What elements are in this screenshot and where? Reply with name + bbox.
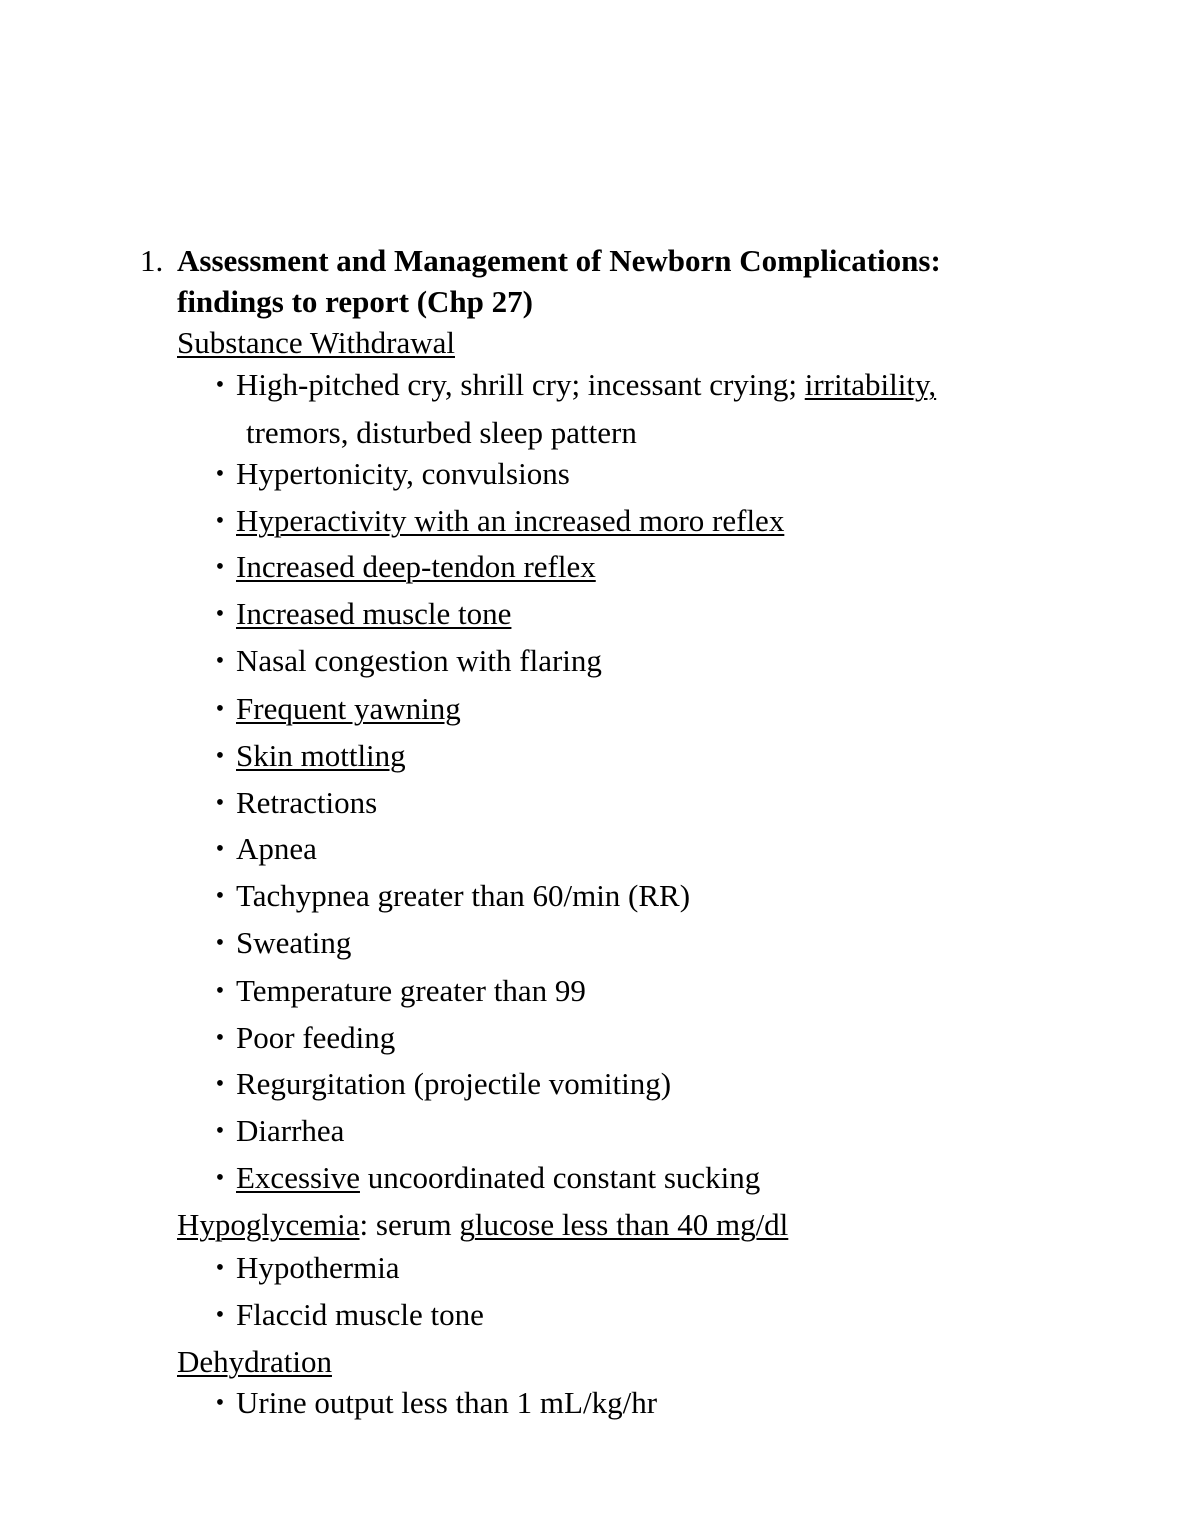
section-title-hypoglycemia xyxy=(177,1205,788,1245)
item-text: High-pitched cry, shrill cry; incessant crying; xyxy=(236,367,805,402)
bullet-icon: • xyxy=(215,1025,225,1051)
item-text: Urine output less than 1 mL/kg/hr xyxy=(236,1385,658,1420)
item-text: uncoordinated constant sucking xyxy=(359,1160,761,1195)
item-text: Temperature greater than 99 xyxy=(236,973,586,1008)
bullet-icon: • xyxy=(215,836,225,862)
hypoglycemia-separator: : serum g xyxy=(359,1207,475,1242)
item-text: Skin mottling xyxy=(236,738,406,773)
item-text: Nasal congestion with flaring xyxy=(236,643,602,678)
heading-line-1: Assessment and Management of Newborn Complications: xyxy=(177,243,941,278)
item-text: Flaccid muscle tone xyxy=(236,1297,484,1332)
bullet-icon: • xyxy=(215,1071,225,1097)
bullet-icon: • xyxy=(215,461,225,487)
item-text: Retractions xyxy=(236,785,378,820)
bullet-icon: • xyxy=(215,372,225,398)
item-text: Diarrhea xyxy=(236,1113,345,1148)
bullet-icon: • xyxy=(215,1302,225,1328)
item-text: Hypertonicity, convulsions xyxy=(236,456,570,491)
bullet-icon: • xyxy=(215,743,225,769)
bullet-icon: • xyxy=(215,930,225,956)
item-text: Regurgitation (projectile vomiting) xyxy=(236,1066,672,1101)
bullet-icon: • xyxy=(215,554,225,580)
hypoglycemia-criterion: lucose less than 40 mg/dl xyxy=(474,1207,789,1242)
item-text: Increased muscle tone xyxy=(236,596,512,631)
bullet-icon: • xyxy=(215,790,225,816)
list-item-continuation: tremors, disturbed sleep pattern xyxy=(246,415,637,450)
bullet-icon: • xyxy=(215,978,225,1004)
item-text: Poor feeding xyxy=(236,1020,396,1055)
bullet-icon: • xyxy=(215,1390,225,1416)
list-number: 1. xyxy=(140,243,164,278)
bullet-icon: • xyxy=(215,1255,225,1281)
bullet-icon: • xyxy=(215,508,225,534)
bullet-icon: • xyxy=(215,696,225,722)
item-text: Hypothermia xyxy=(236,1250,400,1285)
item-text: Apnea xyxy=(236,831,317,866)
bullet-icon: • xyxy=(215,648,225,674)
item-text: Hyperactivity with an increased moro reflex xyxy=(236,503,785,538)
item-text-underlined: irritability, xyxy=(804,367,937,402)
item-text-underlined: Excessive xyxy=(236,1160,360,1195)
bullet-icon: • xyxy=(215,601,225,627)
section-title-substance-withdrawal: Substance Withdrawal xyxy=(177,325,455,360)
bullet-icon: • xyxy=(215,1165,225,1191)
item-text: Frequent yawning xyxy=(236,691,461,726)
heading-text xyxy=(177,240,1077,322)
bullet-icon: • xyxy=(215,1118,225,1144)
item-text: Sweating xyxy=(236,925,352,960)
heading-line-2: findings to report (Chp 27) xyxy=(177,284,533,319)
section-title-dehydration: Dehydration xyxy=(177,1344,332,1379)
item-text: Increased deep-tendon reflex xyxy=(236,549,596,584)
bullet-icon: • xyxy=(215,883,225,909)
hypoglycemia-title: Hypoglycemia xyxy=(177,1207,360,1242)
item-text: Tachypnea greater than 60/min (RR) xyxy=(236,878,691,913)
